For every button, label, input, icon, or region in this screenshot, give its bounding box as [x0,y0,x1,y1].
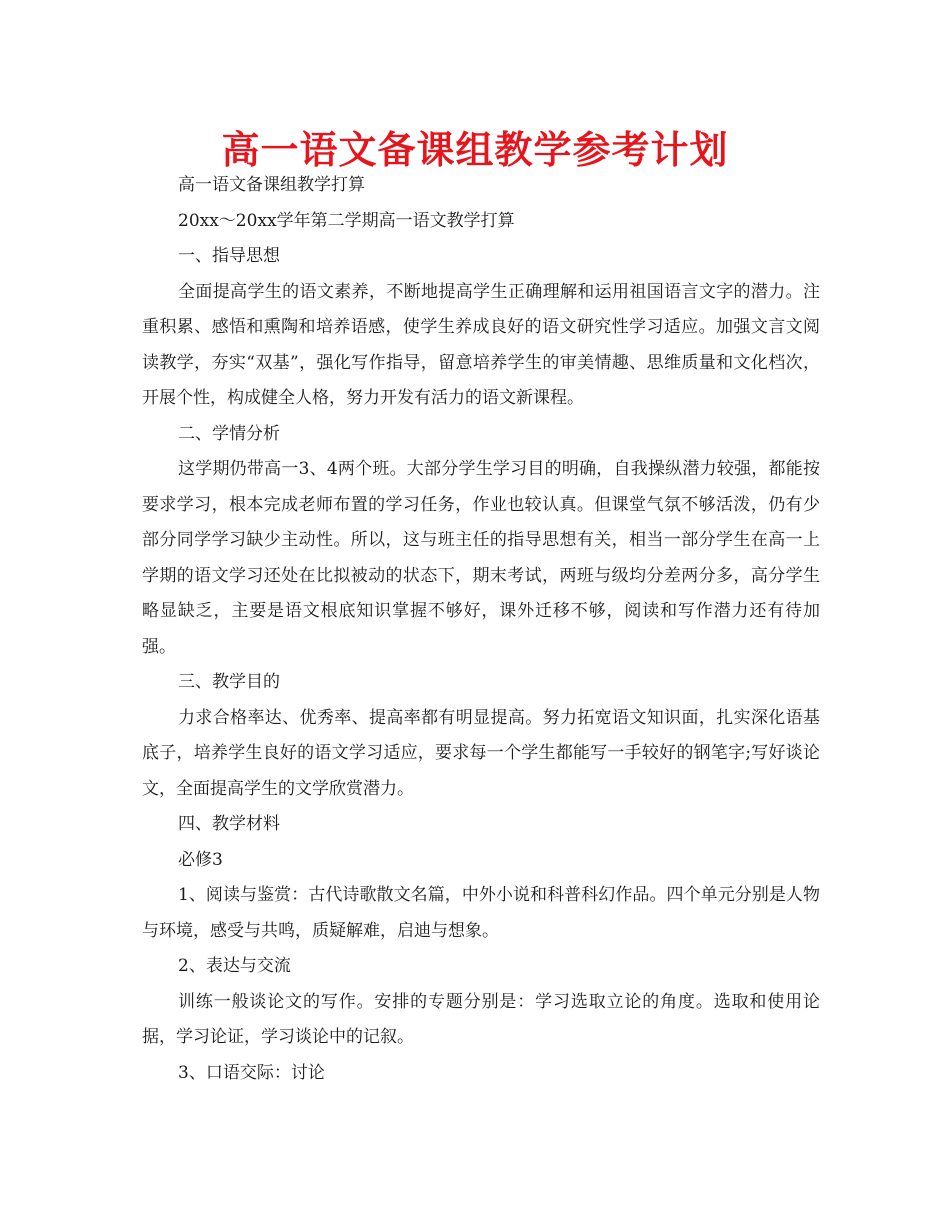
section-heading-teaching-materials: 四、教学材料 [178,814,280,834]
paragraph-subtitle: 高一语文备课组教学打算 [178,175,365,195]
paragraph-term-heading: 20xx～20xx学年第二学期高一语文教学打算 [178,210,515,231]
document-body [142,168,820,1091]
paragraph-oral-communication: 3、口语交际：讨论 [178,1062,325,1083]
paragraph-guiding-ideas: 全面提高学生的语文素养，不断地提高学生正确理解和运用祖国语言文字的潜力。注重积累、感悟和熏陶和培养语感，使学生养成良好的语文研究性学习适应。加强文言文阅读教学，夯实“双基”，强化写作指导，留意培养学生的审美情趣、思维质量和文化档次，开展个性，构成健全人格，努力开发有活力的语文新课程。 [142,281,820,408]
paragraph-reading-appreciation: 1、阅读与鉴赏：古代诗歌散文名篇，中外小说和科普科幻作品。四个单元分别是人物与环境，感受与共鸣，质疑解难，启迪与想象。 [142,885,820,941]
paragraph-expression-communication: 2、表达与交流 [178,956,291,976]
section-heading-student-analysis: 二、学情分析 [178,423,280,444]
paragraph-required-3: 必修3 [178,849,223,870]
section-heading-teaching-goals: 三、教学目的 [178,672,280,692]
paragraph-argument-writing: 训练一般谈论文的写作。安排的专题分别是：学习选取立论的角度。选取和使用论据，学习论证，学习谈论中的记叙。 [142,991,820,1047]
paragraph-student-analysis: 这学期仍带高一3、4两个班。大部分学生学习目的明确，自我操纵潜力较强，都能按要求学习，根本完成老师布置的学习任务，作业也较认真。但课堂气氛不够活泼，仍有少部分同学学习缺少主动性。所以，这与班主任的指导思想有关，相当一部分学生在高一上学期的语文学习还处在比拟被动的状态下，期末考试，两班与级均分差两分多，高分学生略显缺乏，主要是语文根底知识掌握不够好，课外迁移不够，阅读和写作潜力还有待加强。 [142,459,820,657]
paragraph-teaching-goals: 力求合格率达、优秀率、提高率都有明显提高。努力拓宽语文知识面，扎实深化语基底子，培养学生良好的语文学习适应，要求每一个学生都能写一手较好的钢笔字;写好谈论文，全面提高学生的文学欣赏潜力。 [142,707,820,799]
section-heading-guiding-ideas: 一、指导思想 [178,246,280,266]
document-title: 高一语文备课组教学参考计划 [221,128,729,172]
